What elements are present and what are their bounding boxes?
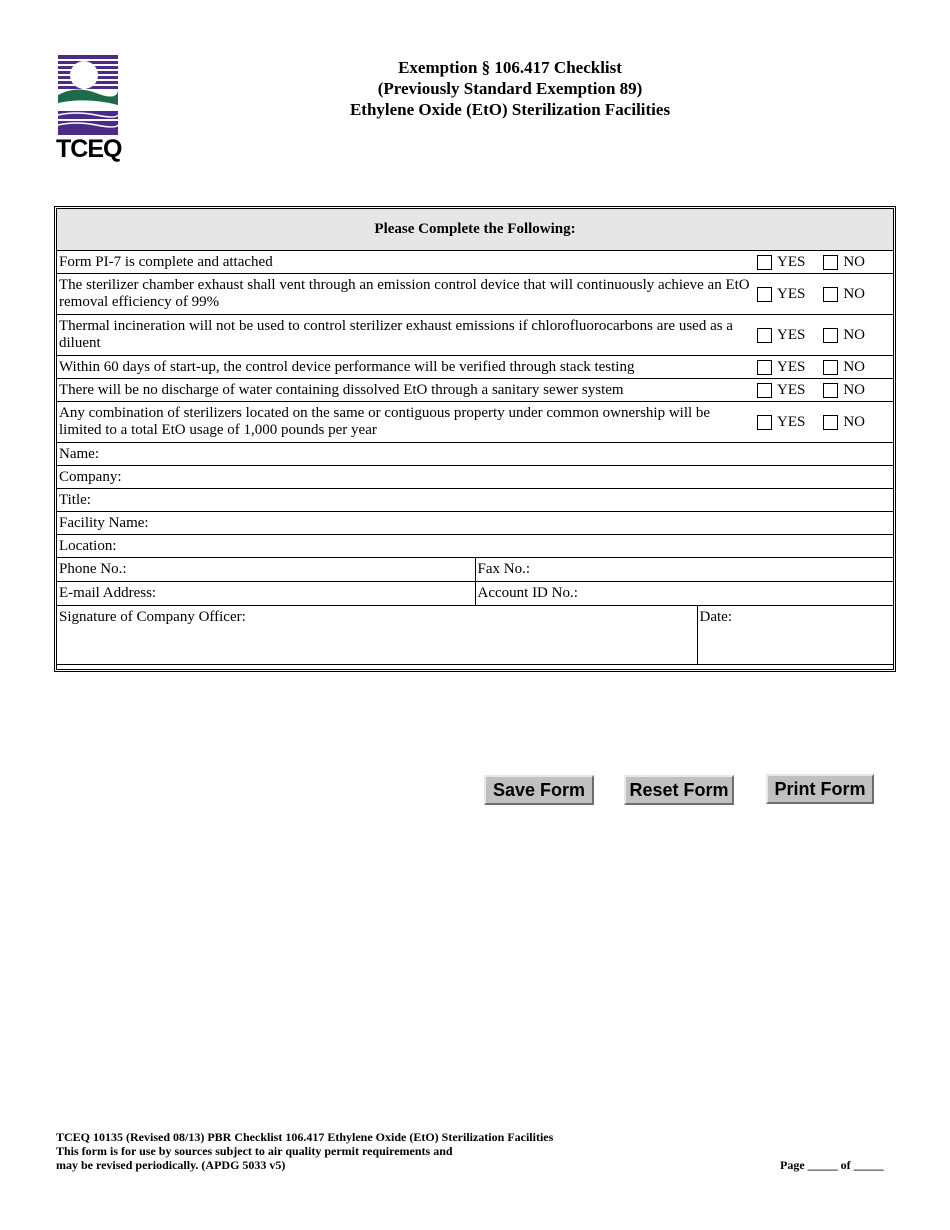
no-checkbox[interactable] <box>823 415 838 430</box>
no-label: NO <box>843 358 866 375</box>
question-row <box>57 379 893 402</box>
no-option[interactable] <box>823 414 865 431</box>
no-checkbox[interactable] <box>823 360 838 375</box>
no-label: NO <box>843 326 866 343</box>
signature-field[interactable] <box>57 606 697 665</box>
company-label: Company: <box>59 468 122 485</box>
question-text: Form PI-7 is complete and attached <box>57 251 753 274</box>
title-label: Title: <box>59 491 91 508</box>
yes-checkbox[interactable] <box>757 360 772 375</box>
yes-label: YES <box>777 326 806 343</box>
location-label: Location: <box>59 537 117 554</box>
yes-option[interactable] <box>757 254 805 271</box>
email-label: E-mail Address: <box>59 585 157 601</box>
no-option[interactable] <box>823 327 865 344</box>
question-row <box>57 356 893 379</box>
tceq-logo <box>56 55 120 165</box>
no-label: NO <box>843 413 866 430</box>
account-id-label: Account ID No.: <box>477 585 578 601</box>
form-header: Please Complete the Following: <box>57 209 893 251</box>
yes-label: YES <box>777 381 806 398</box>
title-line-1: Exemption § 106.417 Checklist <box>398 58 622 77</box>
yes-checkbox[interactable] <box>757 415 772 430</box>
name-label: Name: <box>59 445 99 462</box>
question-row <box>57 402 893 443</box>
no-checkbox[interactable] <box>823 255 838 270</box>
signature-label: Signature of Company Officer: <box>59 609 246 625</box>
no-checkbox[interactable] <box>823 383 838 398</box>
page-title <box>300 57 720 120</box>
email-field[interactable] <box>57 582 475 606</box>
page-number: Page _____ of _____ <box>780 1158 884 1172</box>
no-option[interactable] <box>823 254 865 271</box>
print-form-button[interactable]: Print Form <box>766 774 874 804</box>
name-field[interactable] <box>57 443 893 466</box>
facility-name-label: Facility Name: <box>59 514 149 531</box>
yes-checkbox[interactable] <box>757 383 772 398</box>
no-checkbox[interactable] <box>823 328 838 343</box>
yes-option[interactable] <box>757 286 805 303</box>
account-id-field[interactable] <box>475 582 893 606</box>
yes-checkbox[interactable] <box>757 287 772 302</box>
phone-label: Phone No.: <box>59 561 127 577</box>
question-text: Thermal incineration will not be used to control sterilizer exhaust emissions if chlorofluorocarbons are used as a diluent <box>57 315 753 356</box>
yes-option[interactable] <box>757 359 805 376</box>
footer-line-2: This form is for use by sources subject to air quality permit requirements and <box>56 1144 453 1158</box>
no-label: NO <box>843 253 866 270</box>
yes-option[interactable] <box>757 382 805 399</box>
location-field[interactable] <box>57 535 893 558</box>
question-text: The sterilizer chamber exhaust shall vent through an emission control device that will continuously achieve an EtO removal efficiency of 99% <box>57 274 753 315</box>
yes-label: YES <box>777 358 806 375</box>
footer-info <box>56 1130 553 1172</box>
footer-line-3: may be revised periodically. (APDG 5033 v5) <box>56 1158 286 1172</box>
title-field[interactable] <box>57 489 893 512</box>
question-text: Any combination of sterilizers located on the same or contiguous property under common ownership will be limited to a total EtO usage of 1,000 pounds per year <box>57 402 753 443</box>
no-label: NO <box>843 381 866 398</box>
fax-field[interactable] <box>475 558 893 582</box>
no-option[interactable] <box>823 359 865 376</box>
fax-label: Fax No.: <box>477 561 530 577</box>
checklist-table <box>57 209 893 665</box>
question-row <box>57 315 893 356</box>
yes-option[interactable] <box>757 414 805 431</box>
save-form-button[interactable]: Save Form <box>484 775 594 805</box>
reset-form-button[interactable]: Reset Form <box>624 775 734 805</box>
date-field[interactable] <box>697 606 893 665</box>
question-text: There will be no discharge of water containing dissolved EtO through a sanitary sewer system <box>57 379 753 402</box>
no-option[interactable] <box>823 382 865 399</box>
question-row <box>57 251 893 274</box>
logo-text: TCEQ <box>56 135 122 163</box>
no-option[interactable] <box>823 286 865 303</box>
footer-line-1: TCEQ 10135 (Revised 08/13) PBR Checklist 106.417 Ethylene Oxide (EtO) Sterilization Facilities <box>56 1130 554 1144</box>
question-text: Within 60 days of start-up, the control device performance will be verified through stack testing <box>57 356 753 379</box>
no-checkbox[interactable] <box>823 287 838 302</box>
date-label: Date: <box>699 609 732 625</box>
phone-field[interactable] <box>57 558 475 582</box>
yes-label: YES <box>777 253 806 270</box>
yes-checkbox[interactable] <box>757 255 772 270</box>
yes-option[interactable] <box>757 327 805 344</box>
title-line-3: Ethylene Oxide (EtO) Sterilization Facilities <box>349 100 671 119</box>
company-field[interactable] <box>57 466 893 489</box>
title-line-2: (Previously Standard Exemption 89) <box>377 79 643 98</box>
facility-name-field[interactable] <box>57 512 893 535</box>
yes-checkbox[interactable] <box>757 328 772 343</box>
yes-label: YES <box>777 413 806 430</box>
question-row <box>57 274 893 315</box>
yes-label: YES <box>777 285 806 302</box>
checklist-form <box>54 206 896 672</box>
no-label: NO <box>843 285 866 302</box>
